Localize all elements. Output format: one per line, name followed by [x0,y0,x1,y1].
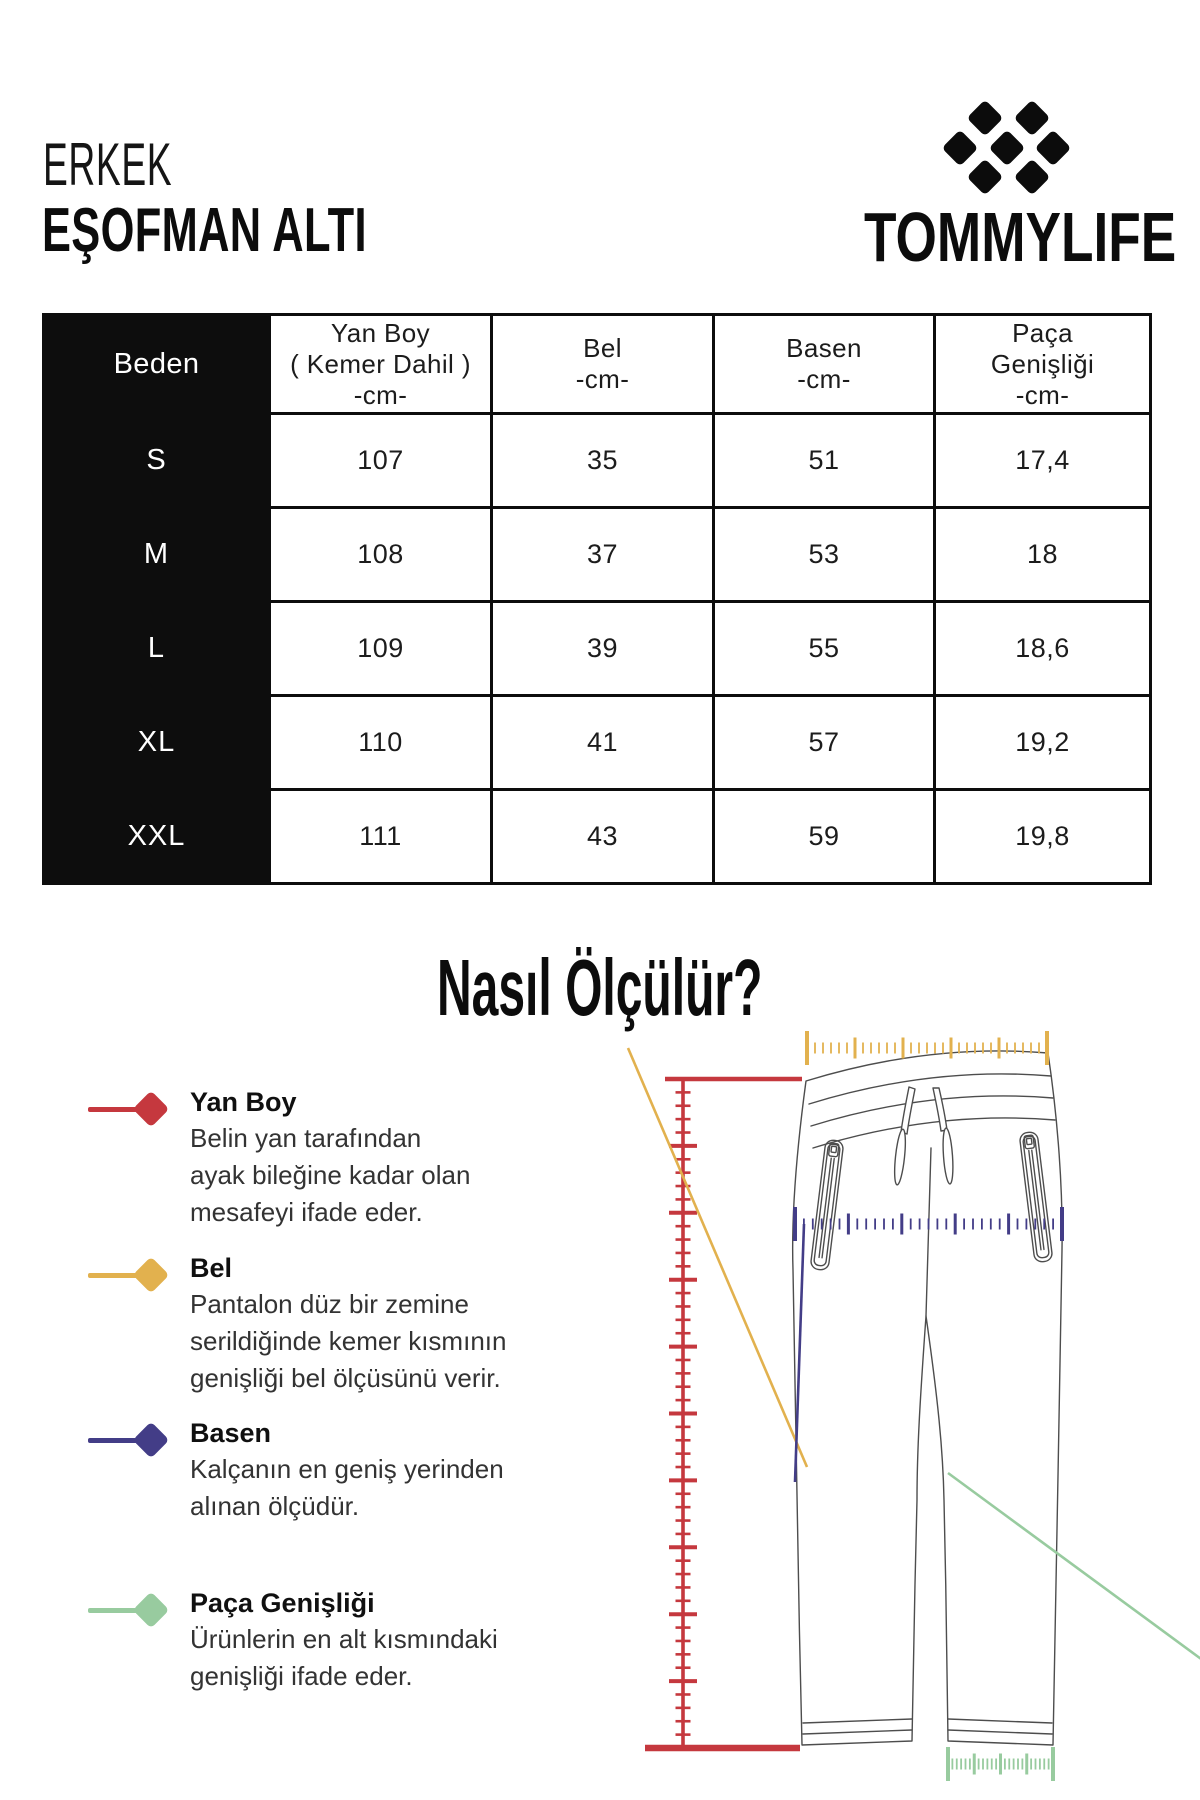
brand-logo-diamond [989,130,1026,167]
brand-logo-diamond [1014,100,1051,137]
pants-illustration [793,1051,1062,1745]
table-value-cell: 37 [493,509,712,600]
legend-description-line: alınan ölçüdür. [190,1491,360,1521]
legend-description-line: Belin yan tarafından [190,1123,422,1153]
table-value-cell: 19,2 [936,697,1149,788]
table-header-beden: Beden [45,316,268,412]
brand-logo-diamond [967,100,1004,137]
table-value-cell: 55 [715,603,933,694]
table-size-cell: S [45,415,268,506]
legend-description-line: ayak bileğine kadar olan [190,1160,471,1190]
table-size-cell: XL [45,697,268,788]
legend-item-bel [88,1250,518,1397]
table-value-cell: 111 [271,791,490,882]
table-value-cell: 110 [271,697,490,788]
legend-description-line: Pantalon düz bir zemine [190,1289,469,1319]
table-value-cell: 107 [271,415,490,506]
diamond-icon [133,1091,170,1128]
legend-title: Bel [190,1253,233,1283]
table-value-cell: 53 [715,509,933,600]
legend-description-line: mesafeyi ifade eder. [190,1197,423,1227]
diamond-icon [133,1257,170,1294]
legend-title: Basen [190,1418,272,1448]
brand-logo-diamond [967,159,1004,196]
legend-item-basen [88,1415,518,1525]
table-value-cell: 19,8 [936,791,1149,882]
legend-marker-paca-icon [88,1597,166,1623]
table-value-cell: 109 [271,603,490,694]
diamond-icon [133,1422,170,1459]
table-value-cell: 51 [715,415,933,506]
brand-logo-diamond [1014,159,1051,196]
table-value-cell: 41 [493,697,712,788]
legend-item-paca [88,1585,518,1695]
table-header: Basen -cm- [715,316,933,412]
legend-item-yan-boy [88,1084,518,1231]
table-value-cell: 18 [936,509,1149,600]
table-value-cell: 59 [715,791,933,882]
how-to-measure-title: Nasıl Ölçülür? [437,943,763,1032]
table-value-cell: 18,6 [936,603,1149,694]
legend-description-line: serildiğinde kemer kısmının [190,1326,507,1356]
table-value-cell: 57 [715,697,933,788]
legend-title: Yan Boy [190,1087,297,1117]
table-value-cell: 43 [493,791,712,882]
category-title: ERKEK [43,131,173,198]
legend-marker-yan-boy-icon [88,1096,166,1122]
diamond-icon [133,1592,170,1629]
brand-name: TOMMYLIFE [864,198,1177,276]
table-value-cell: 35 [493,415,712,506]
legend-description-line: genişliği bel ölçüsünü verir. [190,1363,501,1393]
table-value-cell: 108 [271,509,490,600]
table-header: Bel -cm- [493,316,712,412]
table-size-cell: XXL [45,791,268,882]
legend-description-line: Kalçanın en geniş yerinden [190,1454,504,1484]
table-size-cell: L [45,603,268,694]
brand-logo-diamond [942,130,979,167]
legend-description-line: Ürünlerin en alt kısmındaki [190,1624,498,1654]
legend-description-line: genişliği ifade eder. [190,1661,413,1691]
size-table [42,313,1152,885]
table-header: Paça Genişliği -cm- [936,316,1149,412]
legend-marker-basen-icon [88,1427,166,1453]
product-title: EŞOFMAN ALTI [42,196,367,265]
table-size-cell: M [45,509,268,600]
table-value-cell: 17,4 [936,415,1149,506]
yan-boy-ruler [645,1079,802,1748]
legend-title: Paça Genişliği [190,1588,375,1618]
legend-marker-bel-icon [88,1262,166,1288]
measurement-diagram [560,980,1200,1800]
table-value-cell: 39 [493,603,712,694]
table-header: Yan Boy ( Kemer Dahil ) -cm- [271,316,490,412]
brand-logo-diamond [1035,130,1072,167]
